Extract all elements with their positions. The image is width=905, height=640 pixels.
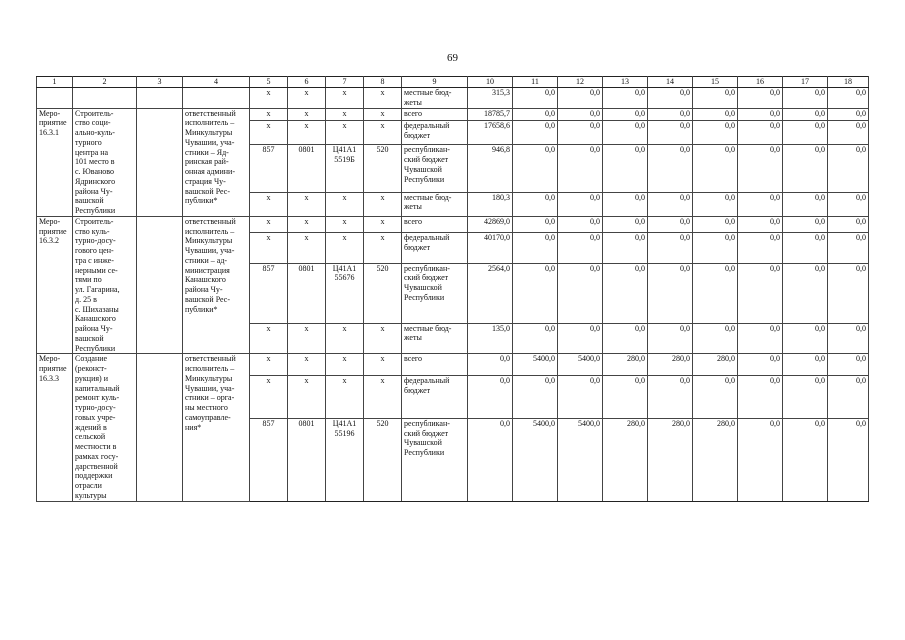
column-number: 15 bbox=[693, 77, 738, 88]
amount-cell: 0,0 bbox=[693, 121, 738, 145]
amount-cell: 2564,0 bbox=[468, 263, 513, 323]
gov-code-cell: х bbox=[250, 354, 288, 376]
amount-cell: 0,0 bbox=[738, 323, 783, 354]
amount-cell: 5400,0 bbox=[513, 418, 558, 501]
funding-source-cell: федеральный бюджет bbox=[402, 232, 468, 263]
amount-cell: 17658,6 bbox=[468, 121, 513, 145]
amount-cell: 0,0 bbox=[513, 216, 558, 232]
column-number: 17 bbox=[783, 77, 828, 88]
funding-source-cell: республикан- ский бюджет Чувашской Республики bbox=[402, 263, 468, 323]
amount-cell: 0,0 bbox=[783, 354, 828, 376]
amount-cell: 0,0 bbox=[828, 216, 869, 232]
expense-type-cell: х bbox=[364, 354, 402, 376]
amount-cell: 0,0 bbox=[513, 263, 558, 323]
gov-code-cell: 857 bbox=[250, 145, 288, 192]
column-number: 18 bbox=[828, 77, 869, 88]
gov-code-cell: х bbox=[250, 88, 288, 109]
measure-id-cell: Меро- приятие 16.3.1 bbox=[37, 108, 73, 216]
amount-cell: 280,0 bbox=[603, 418, 648, 501]
gov-code-cell: х bbox=[250, 376, 288, 418]
amount-cell: 0,0 bbox=[648, 323, 693, 354]
section-code-cell: х bbox=[288, 88, 326, 109]
gov-code-cell: х bbox=[250, 108, 288, 121]
measure-name-cell: Создание (реконст- рукция) и капитальный ремонт куль- турно-досу- говых учре- ждений в сельской местности в рамках госу- дарственной поддержки отрасли культуры bbox=[73, 354, 137, 501]
target-item-code-cell: х bbox=[326, 192, 364, 216]
section-code-cell: 0801 bbox=[288, 418, 326, 501]
target-item-code-cell: х bbox=[326, 354, 364, 376]
amount-cell: 180,3 bbox=[468, 192, 513, 216]
amount-cell: 0,0 bbox=[738, 232, 783, 263]
funding-source-cell: федеральный бюджет bbox=[402, 121, 468, 145]
expense-type-cell: х bbox=[364, 216, 402, 232]
column-number: 12 bbox=[558, 77, 603, 88]
amount-cell: 0,0 bbox=[558, 216, 603, 232]
table-row bbox=[37, 108, 869, 121]
table-body bbox=[37, 77, 869, 502]
empty-cell bbox=[137, 88, 183, 109]
section-code-cell: 0801 bbox=[288, 263, 326, 323]
amount-cell: 0,0 bbox=[468, 418, 513, 501]
amount-cell: 0,0 bbox=[648, 121, 693, 145]
amount-cell: 5400,0 bbox=[558, 418, 603, 501]
gov-code-cell: х bbox=[250, 232, 288, 263]
amount-cell: 0,0 bbox=[603, 263, 648, 323]
expense-type-cell: 520 bbox=[364, 263, 402, 323]
amount-cell: 0,0 bbox=[783, 232, 828, 263]
measure-id-cell: Меро- приятие 16.3.2 bbox=[37, 216, 73, 354]
funding-source-cell: федеральный бюджет bbox=[402, 376, 468, 418]
column-number: 14 bbox=[648, 77, 693, 88]
expense-type-cell: х bbox=[364, 192, 402, 216]
amount-cell: 0,0 bbox=[693, 145, 738, 192]
amount-cell: 0,0 bbox=[738, 121, 783, 145]
amount-cell: 0,0 bbox=[828, 232, 869, 263]
amount-cell: 0,0 bbox=[783, 376, 828, 418]
amount-cell: 0,0 bbox=[783, 192, 828, 216]
expense-type-cell: х bbox=[364, 232, 402, 263]
column-number: 7 bbox=[326, 77, 364, 88]
amount-cell: 0,0 bbox=[558, 263, 603, 323]
amount-cell: 0,0 bbox=[648, 192, 693, 216]
expense-type-cell: х bbox=[364, 88, 402, 109]
section-code-cell: х bbox=[288, 192, 326, 216]
amount-cell: 0,0 bbox=[648, 376, 693, 418]
target-item-code-cell: х bbox=[326, 323, 364, 354]
amount-cell: 280,0 bbox=[693, 418, 738, 501]
amount-cell: 0,0 bbox=[603, 145, 648, 192]
amount-cell: 0,0 bbox=[828, 376, 869, 418]
column-number: 9 bbox=[402, 77, 468, 88]
amount-cell: 0,0 bbox=[783, 216, 828, 232]
table-row bbox=[37, 88, 869, 109]
amount-cell: 0,0 bbox=[828, 263, 869, 323]
target-item-code-cell: х bbox=[326, 216, 364, 232]
amount-cell: 280,0 bbox=[648, 418, 693, 501]
amount-cell: 5400,0 bbox=[513, 354, 558, 376]
target-item-code-cell: х bbox=[326, 121, 364, 145]
amount-cell: 0,0 bbox=[558, 376, 603, 418]
target-item-code-cell: х bbox=[326, 108, 364, 121]
amount-cell: 0,0 bbox=[513, 323, 558, 354]
section-code-cell: 0801 bbox=[288, 145, 326, 192]
column-number: 10 bbox=[468, 77, 513, 88]
amount-cell: 0,0 bbox=[783, 145, 828, 192]
amount-cell: 0,0 bbox=[648, 88, 693, 109]
amount-cell: 0,0 bbox=[738, 88, 783, 109]
amount-cell: 0,0 bbox=[603, 88, 648, 109]
column-number: 5 bbox=[250, 77, 288, 88]
amount-cell: 0,0 bbox=[558, 232, 603, 263]
amount-cell: 0,0 bbox=[603, 121, 648, 145]
amount-cell: 0,0 bbox=[783, 418, 828, 501]
expense-type-cell: 520 bbox=[364, 145, 402, 192]
amount-cell: 0,0 bbox=[783, 323, 828, 354]
amount-cell: 0,0 bbox=[693, 192, 738, 216]
target-item-code-cell: Ц41А1 5519Б bbox=[326, 145, 364, 192]
section-code-cell: х bbox=[288, 216, 326, 232]
funding-source-cell: всего bbox=[402, 108, 468, 121]
gov-code-cell: 857 bbox=[250, 263, 288, 323]
amount-cell: 0,0 bbox=[513, 145, 558, 192]
amount-cell: 0,0 bbox=[558, 192, 603, 216]
target-item-code-cell: х bbox=[326, 376, 364, 418]
amount-cell: 0,0 bbox=[783, 121, 828, 145]
amount-cell: 280,0 bbox=[603, 354, 648, 376]
amount-cell: 0,0 bbox=[603, 192, 648, 216]
amount-cell: 0,0 bbox=[738, 263, 783, 323]
amount-cell: 0,0 bbox=[828, 108, 869, 121]
section-code-cell: х bbox=[288, 108, 326, 121]
amount-cell: 0,0 bbox=[693, 108, 738, 121]
empty-cell bbox=[137, 354, 183, 501]
amount-cell: 0,0 bbox=[558, 88, 603, 109]
executor-cell: ответственный исполнитель – Минкультуры Чувашии, уча- стники – орга- ны местного самоуправле- ния* bbox=[183, 354, 250, 501]
column-number: 13 bbox=[603, 77, 648, 88]
amount-cell: 0,0 bbox=[738, 216, 783, 232]
amount-cell: 0,0 bbox=[648, 108, 693, 121]
amount-cell: 18785,7 bbox=[468, 108, 513, 121]
amount-cell: 0,0 bbox=[558, 323, 603, 354]
column-number: 2 bbox=[73, 77, 137, 88]
column-number: 11 bbox=[513, 77, 558, 88]
amount-cell: 0,0 bbox=[738, 192, 783, 216]
column-number: 1 bbox=[37, 77, 73, 88]
amount-cell: 0,0 bbox=[603, 216, 648, 232]
section-code-cell: х bbox=[288, 323, 326, 354]
expense-type-cell: х bbox=[364, 121, 402, 145]
table-row bbox=[37, 216, 869, 232]
amount-cell: 0,0 bbox=[648, 216, 693, 232]
empty-cell bbox=[137, 108, 183, 216]
amount-cell: 0,0 bbox=[828, 121, 869, 145]
amount-cell: 0,0 bbox=[558, 108, 603, 121]
amount-cell: 946,8 bbox=[468, 145, 513, 192]
empty-cell bbox=[37, 88, 73, 109]
funding-source-cell: республикан- ский бюджет Чувашской Республики bbox=[402, 418, 468, 501]
amount-cell: 0,0 bbox=[603, 323, 648, 354]
amount-cell: 280,0 bbox=[648, 354, 693, 376]
amount-cell: 135,0 bbox=[468, 323, 513, 354]
amount-cell: 0,0 bbox=[828, 145, 869, 192]
amount-cell: 0,0 bbox=[468, 354, 513, 376]
amount-cell: 0,0 bbox=[828, 323, 869, 354]
funding-source-cell: республикан- ский бюджет Чувашской Республики bbox=[402, 145, 468, 192]
empty-cell bbox=[137, 216, 183, 354]
amount-cell: 0,0 bbox=[468, 376, 513, 418]
column-number: 8 bbox=[364, 77, 402, 88]
amount-cell: 0,0 bbox=[738, 354, 783, 376]
amount-cell: 0,0 bbox=[738, 376, 783, 418]
amount-cell: 0,0 bbox=[828, 418, 869, 501]
empty-cell bbox=[183, 88, 250, 109]
column-number-row bbox=[37, 77, 869, 88]
measure-name-cell: Строитель- ство соци- ально-куль- турного центра на 101 место в с. Юваново Ядринского района Чу- вашской Республики bbox=[73, 108, 137, 216]
amount-cell: 0,0 bbox=[693, 323, 738, 354]
amount-cell: 0,0 bbox=[738, 108, 783, 121]
amount-cell: 0,0 bbox=[648, 145, 693, 192]
section-code-cell: х bbox=[288, 232, 326, 263]
measure-name-cell: Строитель- ство куль- турно-досу- гового цен- тра с инже- нерными се- тями по ул. Гагарина, д. 25 в с. Шихазаны Канашского района Чу- вашской Республики bbox=[73, 216, 137, 354]
column-number: 4 bbox=[183, 77, 250, 88]
amount-cell: 0,0 bbox=[693, 88, 738, 109]
amount-cell: 0,0 bbox=[513, 232, 558, 263]
amount-cell: 0,0 bbox=[693, 263, 738, 323]
gov-code-cell: х bbox=[250, 192, 288, 216]
amount-cell: 0,0 bbox=[783, 108, 828, 121]
amount-cell: 0,0 bbox=[513, 192, 558, 216]
amount-cell: 315,3 bbox=[468, 88, 513, 109]
funding-source-cell: местные бюд- жеты bbox=[402, 192, 468, 216]
target-item-code-cell: х bbox=[326, 88, 364, 109]
amount-cell: 0,0 bbox=[603, 232, 648, 263]
amount-cell: 0,0 bbox=[603, 376, 648, 418]
amount-cell: 0,0 bbox=[603, 108, 648, 121]
amount-cell: 0,0 bbox=[513, 88, 558, 109]
gov-code-cell: х bbox=[250, 121, 288, 145]
amount-cell: 0,0 bbox=[558, 121, 603, 145]
funding-source-cell: местные бюд- жеты bbox=[402, 88, 468, 109]
funding-source-cell: всего bbox=[402, 216, 468, 232]
expense-type-cell: х bbox=[364, 323, 402, 354]
amount-cell: 280,0 bbox=[693, 354, 738, 376]
amount-cell: 0,0 bbox=[828, 88, 869, 109]
target-item-code-cell: Ц41А1 55196 bbox=[326, 418, 364, 501]
gov-code-cell: 857 bbox=[250, 418, 288, 501]
expense-type-cell: х bbox=[364, 108, 402, 121]
expense-type-cell: х bbox=[364, 376, 402, 418]
amount-cell: 0,0 bbox=[783, 263, 828, 323]
column-number: 16 bbox=[738, 77, 783, 88]
table-row bbox=[37, 354, 869, 376]
amount-cell: 0,0 bbox=[693, 232, 738, 263]
amount-cell: 40170,0 bbox=[468, 232, 513, 263]
amount-cell: 0,0 bbox=[738, 145, 783, 192]
amount-cell: 0,0 bbox=[783, 88, 828, 109]
measure-id-cell: Меро- приятие 16.3.3 bbox=[37, 354, 73, 501]
amount-cell: 0,0 bbox=[513, 121, 558, 145]
amount-cell: 42869,0 bbox=[468, 216, 513, 232]
amount-cell: 0,0 bbox=[693, 216, 738, 232]
funding-source-cell: местные бюд- жеты bbox=[402, 323, 468, 354]
amount-cell: 0,0 bbox=[648, 232, 693, 263]
amount-cell: 0,0 bbox=[513, 376, 558, 418]
amount-cell: 0,0 bbox=[693, 376, 738, 418]
target-item-code-cell: х bbox=[326, 232, 364, 263]
amount-cell: 0,0 bbox=[828, 354, 869, 376]
empty-cell bbox=[73, 88, 137, 109]
executor-cell: ответственный исполнитель – Минкультуры Чувашии, уча- стники – ад- министрация Канашского района Чу- вашской Рес- публики* bbox=[183, 216, 250, 354]
amount-cell: 0,0 bbox=[738, 418, 783, 501]
executor-cell: ответственный исполнитель – Минкультуры Чувашии, уча- стники – Яд- ринская рай- онная админи- страция Чу- вашской Рес- публики* bbox=[183, 108, 250, 216]
amount-cell: 0,0 bbox=[558, 145, 603, 192]
amount-cell: 0,0 bbox=[828, 192, 869, 216]
amount-cell: 0,0 bbox=[648, 263, 693, 323]
section-code-cell: х bbox=[288, 121, 326, 145]
gov-code-cell: х bbox=[250, 323, 288, 354]
funding-source-cell: всего bbox=[402, 354, 468, 376]
budget-table bbox=[36, 76, 869, 502]
target-item-code-cell: Ц41А1 55676 bbox=[326, 263, 364, 323]
column-number: 6 bbox=[288, 77, 326, 88]
section-code-cell: х bbox=[288, 354, 326, 376]
amount-cell: 5400,0 bbox=[558, 354, 603, 376]
amount-cell: 0,0 bbox=[513, 108, 558, 121]
page-number: 69 bbox=[447, 52, 458, 64]
gov-code-cell: х bbox=[250, 216, 288, 232]
column-number: 3 bbox=[137, 77, 183, 88]
section-code-cell: х bbox=[288, 376, 326, 418]
expense-type-cell: 520 bbox=[364, 418, 402, 501]
